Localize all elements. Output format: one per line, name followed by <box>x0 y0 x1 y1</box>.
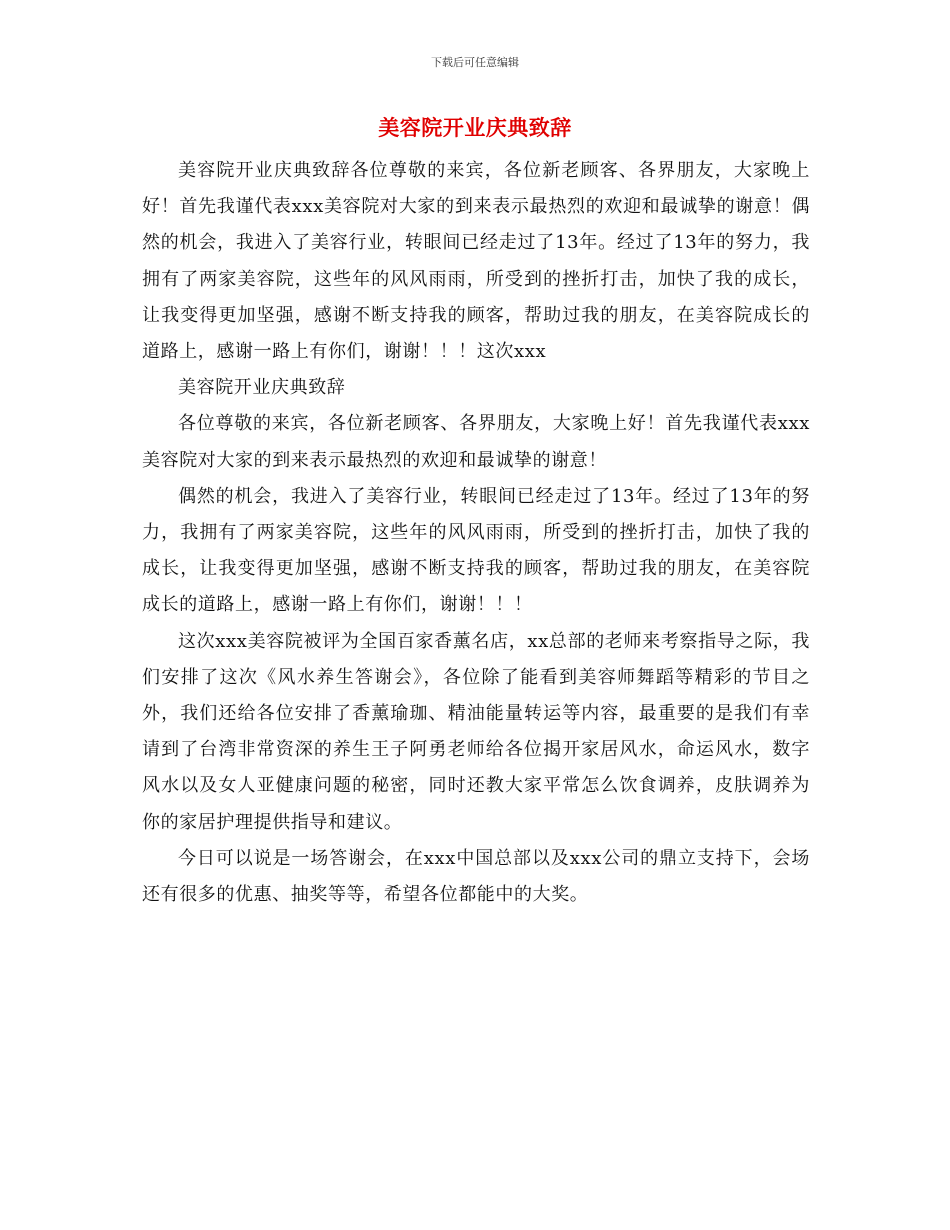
paragraph-4: 偶然的机会，我进入了美容行业，转眼间已经走过了13年。经过了13年的努力，我拥有了两家美容院，这些年的风风雨雨，所受到的挫折打击，加快了我的成长，让我变得更加坚强，感谢不断支持我的顾客，帮助过我的朋友，在美容院成长的道路上，感谢一路上有你们，谢谢！！！ <box>142 485 810 616</box>
paragraph-3: 各位尊敬的来宾，各位新老顾客、各界朋友，大家晚上好！首先我谨代表xxx美容院对大家的到来表示最热烈的欢迎和最诚挚的谢意！ <box>142 413 810 471</box>
header-note: 下载后可任意编辑 <box>431 56 519 69</box>
paragraph-6: 今日可以说是一场答谢会，在xxx中国总部以及xxx公司的鼎立支持下，会场还有很多的优惠、抽奖等等，希望各位都能中的大奖。 <box>142 847 810 906</box>
paragraph-5: 这次xxx美容院被评为全国百家香薰名店，xx总部的老师来考察指导之际，我们安排了这次《风水养生答谢会》，各位除了能看到美容师舞蹈等精彩的节目之外，我们还给各位安排了香薰瑜珈、精油能量转运等内容，最重要的是我们有幸请到了台湾非常资深的养生王子阿勇老师给各位揭开家居风水，命运风水，数字风水以及女人亚健康问题的秘密，同时还教大家平常怎么饮食调养，皮肤调养为你的家居护理提供指导和建议。 <box>142 630 810 833</box>
document-body <box>142 153 810 913</box>
paragraph-2: 美容院开业庆典致辞 <box>178 377 346 399</box>
document-title: 美容院开业庆典致辞 <box>378 116 572 140</box>
paragraph-1: 美容院开业庆典致辞各位尊敬的来宾，各位新老顾客、各界朋友，大家晚上好！首先我谨代表xxx美容院对大家的到来表示最热烈的欢迎和最诚挚的谢意！偶然的机会，我进入了美容行业，转眼间已经走过了13年。经过了13年的努力，我拥有了两家美容院，这些年的风风雨雨，所受到的挫折打击，加快了我的成长，让我变得更加坚强，感谢不断支持我的顾客，帮助过我的朋友，在美容院成长的道路上，感谢一路上有你们，谢谢！！！这次xxx <box>142 160 810 363</box>
